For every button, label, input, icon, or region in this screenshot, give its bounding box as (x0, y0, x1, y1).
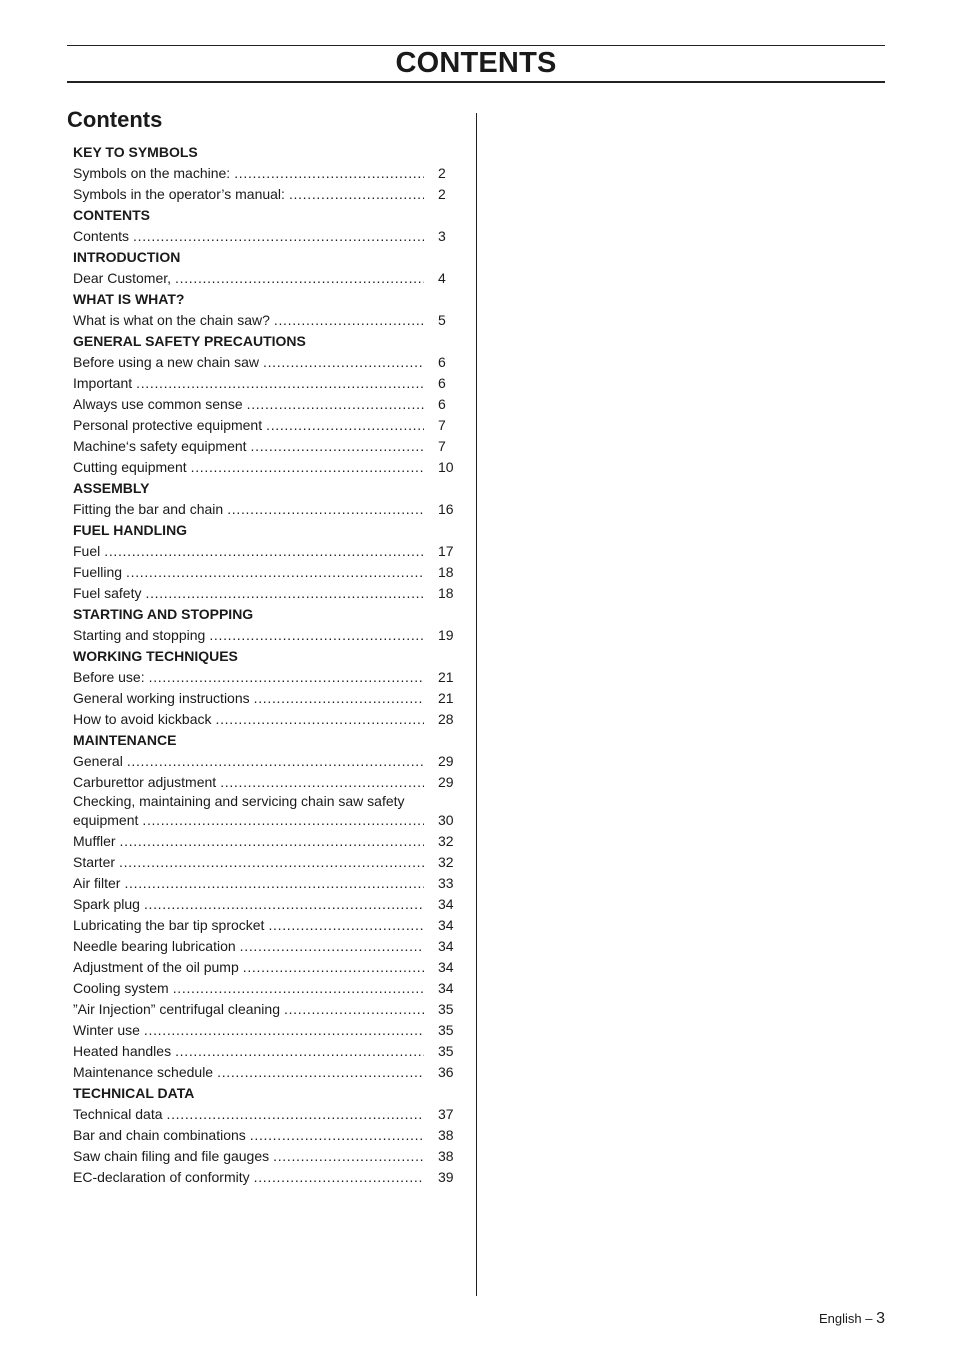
toc-group-title: KEY TO SYMBOLS (73, 144, 198, 160)
dot-leader (104, 541, 424, 562)
toc-entry[interactable] (73, 436, 458, 457)
dot-leader (220, 772, 424, 793)
toc-entry-page: 3 (438, 228, 446, 244)
dot-leader (136, 373, 424, 394)
toc-entry-text: Important (73, 375, 133, 391)
dot-leader (216, 709, 424, 730)
toc-entry-page: 34 (438, 959, 454, 975)
toc-group-title: WHAT IS WHAT? (73, 291, 185, 307)
dot-leader (243, 957, 424, 978)
toc-entry-text: Air filter (73, 875, 121, 891)
toc-group (73, 247, 458, 289)
dot-leader (175, 1041, 424, 1062)
dot-leader (217, 1062, 424, 1083)
dot-leader (133, 226, 424, 247)
toc-group-title: MAINTENANCE (73, 732, 177, 748)
toc-entry[interactable] (73, 772, 458, 793)
toc-entry[interactable] (73, 394, 458, 415)
toc-entry[interactable] (73, 936, 458, 957)
dot-leader (274, 310, 424, 331)
dot-leader (144, 894, 424, 915)
toc-entry-text: Winter use (73, 1022, 140, 1038)
toc-entry-page: 30 (438, 812, 454, 828)
toc-entry-text: Muffler (73, 833, 116, 849)
dot-leader (284, 999, 424, 1020)
toc-group-title: TECHNICAL DATA (73, 1085, 195, 1101)
dot-leader (254, 688, 424, 709)
dot-leader (127, 751, 424, 772)
toc-entry[interactable] (73, 415, 458, 436)
toc-entry-text: Saw chain filing and file gauges (73, 1148, 270, 1164)
toc-entry[interactable] (73, 226, 458, 247)
toc-entry[interactable] (73, 751, 458, 772)
toc-entry[interactable] (73, 1125, 458, 1146)
dot-leader (240, 936, 424, 957)
dot-leader (250, 1125, 424, 1146)
dot-leader (126, 562, 424, 583)
toc-entry[interactable] (73, 1104, 458, 1125)
dot-leader (124, 873, 424, 894)
toc-entry-text: Lubricating the bar tip sprocket (73, 917, 265, 933)
page-footer (819, 1310, 885, 1328)
dot-leader (234, 163, 424, 184)
toc-entry-page: 34 (438, 938, 454, 954)
toc-entry-text: Before use: (73, 669, 145, 685)
toc-entry-text: Fuel safety (73, 585, 142, 601)
toc-group (73, 289, 458, 331)
toc-entry-text: Symbols in the operator’s manual: (73, 186, 285, 202)
toc-group (73, 205, 458, 247)
dot-leader (167, 1104, 424, 1125)
toc-entry-page: 36 (438, 1064, 454, 1080)
toc-entry-continuation (73, 810, 458, 831)
toc-entry[interactable] (73, 541, 458, 562)
toc-entry[interactable] (73, 1146, 458, 1167)
toc-entry-page: 5 (438, 312, 446, 328)
toc-entry-page: 35 (438, 1001, 454, 1017)
dot-leader (273, 1146, 424, 1167)
toc-entry-page: 4 (438, 270, 446, 286)
toc-entry-text: Fuel (73, 543, 101, 559)
toc-entry-page: 34 (438, 896, 454, 912)
dot-leader (149, 667, 424, 688)
toc-entry-text: Dear Customer, (73, 270, 172, 286)
dot-leader (175, 268, 424, 289)
dot-leader (289, 184, 424, 205)
toc-entry-page: 17 (438, 543, 454, 559)
toc-entry-page: 19 (438, 627, 454, 643)
toc-entry[interactable] (73, 352, 458, 373)
toc-entry-text: What is what on the chain saw? (73, 312, 270, 328)
toc-entry-page: 33 (438, 875, 454, 891)
toc-entry-text: Before using a new chain saw (73, 354, 259, 370)
toc-entry[interactable] (73, 499, 458, 520)
toc-entry-page: 7 (438, 438, 446, 454)
toc-entry-page: 34 (438, 980, 454, 996)
dot-leader (173, 978, 424, 999)
toc-entry-text: Bar and chain combinations (73, 1127, 246, 1143)
toc-entry-page: 34 (438, 917, 454, 933)
dot-leader (191, 457, 424, 478)
toc-entry-page: 21 (438, 690, 454, 706)
dot-leader (209, 625, 424, 646)
footer-separator: – (865, 1311, 873, 1326)
toc-entry[interactable] (73, 310, 458, 331)
dot-leader (227, 499, 424, 520)
toc-entry-page: 35 (438, 1022, 454, 1038)
toc-entry-page: 2 (438, 165, 446, 181)
dot-leader (266, 415, 424, 436)
toc-entry-text: Spark plug (73, 896, 140, 912)
toc-entry[interactable] (73, 688, 458, 709)
toc-group-title: GENERAL SAFETY PRECAUTIONS (73, 333, 306, 349)
toc-entry[interactable] (73, 852, 458, 873)
toc-entry-text: Heated handles (73, 1043, 172, 1059)
toc-group-title: FUEL HANDLING (73, 522, 188, 538)
header-bottom-rule (67, 81, 885, 83)
dot-leader (142, 810, 424, 831)
toc-entry[interactable] (73, 873, 458, 894)
toc-entry-page: 38 (438, 1127, 454, 1143)
toc-entry[interactable] (73, 915, 458, 936)
toc-entry[interactable] (73, 1167, 458, 1188)
toc-entry-text: Machine‘s safety equipment (73, 438, 247, 454)
toc-entry-text: Starting and stopping (73, 627, 206, 643)
toc-entry-text: Technical data (73, 1106, 163, 1122)
toc-entry-page: 37 (438, 1106, 454, 1122)
toc-entry-text: How to avoid kickback (73, 711, 212, 727)
toc-entry-page: 6 (438, 375, 446, 391)
toc-entry-page: 10 (438, 459, 454, 475)
toc-entry-page: 39 (438, 1169, 454, 1185)
dot-leader (263, 352, 424, 373)
toc-group-title: WORKING TECHNIQUES (73, 648, 238, 664)
toc-entry-text: Cutting equipment (73, 459, 187, 475)
dot-leader (144, 1020, 424, 1041)
toc-entry[interactable] (73, 667, 458, 688)
toc-entry[interactable] (73, 1062, 458, 1083)
toc-entry[interactable] (73, 793, 458, 831)
toc-entry-page: 32 (438, 833, 454, 849)
toc-entry-page: 6 (438, 396, 446, 412)
toc-entry-text-continued: equipment (73, 812, 139, 828)
toc-group (73, 604, 458, 646)
toc-group (73, 331, 458, 478)
toc-entry-page: 38 (438, 1148, 454, 1164)
footer-language: English (818, 1311, 862, 1326)
toc-entry-text: Adjustment of the oil pump (73, 959, 239, 975)
toc-entry-page: 29 (438, 774, 454, 790)
toc-entry-text: Symbols on the machine: (73, 165, 231, 181)
toc-entry-page: 18 (438, 585, 454, 601)
toc-entry[interactable] (73, 373, 458, 394)
dot-leader (251, 436, 424, 457)
page-title: CONTENTS (395, 47, 557, 79)
toc-entry-text: Maintenance schedule (73, 1064, 214, 1080)
toc-group (73, 142, 458, 205)
toc-group-title: STARTING AND STOPPING (73, 606, 254, 622)
toc-entry[interactable] (73, 562, 458, 583)
toc-group (73, 520, 458, 604)
toc-entry[interactable] (73, 831, 458, 852)
toc-group-title: ASSEMBLY (73, 480, 150, 496)
toc-entry[interactable] (73, 583, 458, 604)
table-of-contents (73, 142, 458, 1188)
toc-group (73, 730, 458, 1083)
dot-leader (119, 852, 424, 873)
toc-entry-page: 35 (438, 1043, 454, 1059)
toc-entry[interactable] (73, 709, 458, 730)
toc-entry-text: EC-declaration of conformity (73, 1169, 250, 1185)
toc-entry-page: 2 (438, 186, 446, 202)
toc-entry-text: General (73, 753, 123, 769)
footer-page-number: 3 (876, 1310, 885, 1327)
toc-entry[interactable] (73, 457, 458, 478)
toc-entry-text: Fuelling (73, 564, 123, 580)
toc-entry-text: ”Air Injection” centrifugal cleaning (73, 1001, 280, 1017)
toc-entry[interactable] (73, 268, 458, 289)
toc-entry-text: Needle bearing lubrication (73, 938, 236, 954)
toc-entry-text: Carburettor adjustment (73, 774, 217, 790)
toc-entry-text: Starter (73, 854, 116, 870)
toc-entry-page: 32 (438, 854, 454, 870)
toc-entry[interactable] (73, 978, 458, 999)
toc-entry-page: 21 (438, 669, 454, 685)
toc-group (73, 478, 458, 520)
dot-leader (120, 831, 424, 852)
toc-entry-text: Cooling system (73, 980, 169, 996)
toc-entry-text: General working instructions (73, 690, 250, 706)
toc-entry-text: Checking, maintaining and servicing chain saw safety (73, 793, 405, 809)
toc-entry-text: Personal protective equipment (73, 417, 263, 433)
toc-entry[interactable] (73, 999, 458, 1020)
toc-entry-page: 18 (438, 564, 454, 580)
toc-entry[interactable] (73, 957, 458, 978)
toc-entry-text: Always use common sense (73, 396, 243, 412)
toc-entry-page: 7 (438, 417, 446, 433)
dot-leader (145, 583, 424, 604)
toc-entry[interactable] (73, 894, 458, 915)
toc-group-title: CONTENTS (73, 207, 150, 223)
toc-entry[interactable] (73, 1041, 458, 1062)
toc-entry[interactable] (73, 184, 458, 205)
toc-entry[interactable] (73, 625, 458, 646)
toc-group (73, 646, 458, 730)
toc-group-title: INTRODUCTION (73, 249, 181, 265)
toc-entry-page: 6 (438, 354, 446, 370)
section-heading: Contents (67, 107, 163, 132)
toc-entry[interactable] (73, 163, 458, 184)
dot-leader (247, 394, 424, 415)
column-divider (476, 113, 477, 1296)
toc-entry-page: 28 (438, 711, 454, 727)
dot-leader (254, 1167, 424, 1188)
toc-entry-text: Fitting the bar and chain (73, 501, 224, 517)
toc-entry-page: 29 (438, 753, 454, 769)
toc-group (73, 1083, 458, 1188)
dot-leader (268, 915, 424, 936)
toc-entry-text: Contents (73, 228, 130, 244)
toc-entry-page: 16 (438, 501, 454, 517)
toc-entry[interactable] (73, 1020, 458, 1041)
